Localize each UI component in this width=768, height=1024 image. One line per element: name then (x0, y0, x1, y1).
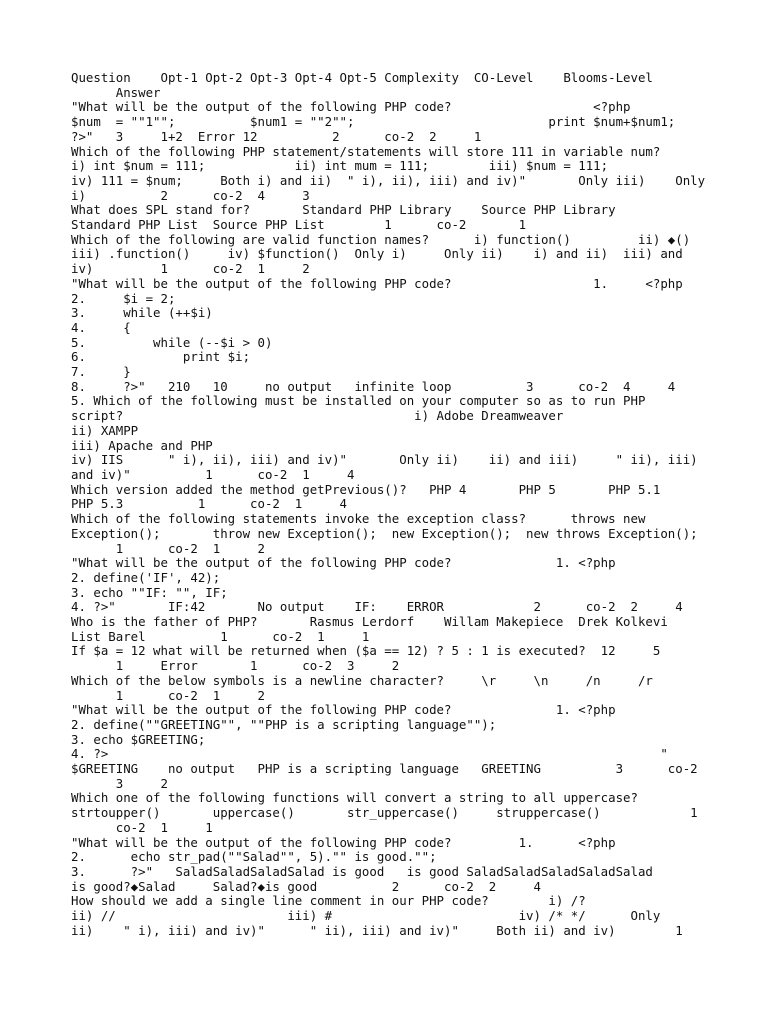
text-line: Which of the following are valid function names? i) function() ii) ◆() (71, 231, 691, 247)
text-line: Which of the following statements invoke the exception class? throws new (71, 511, 646, 527)
text-line: iv) IIS " i), ii), iii) and iv)" Only ii) ii) and iii) " ii), iii) (71, 452, 698, 468)
text-line: iii) .function() iv) $function() Only i) Only ii) i) and ii) iii) and (71, 246, 683, 262)
text-line: 2. echo str_pad(""Salad"", 5)."" is good.""; (71, 849, 437, 865)
text-line: strtoupper() uppercase() str_uppercase() struppercase() 1 (71, 805, 698, 821)
text-line: Standard PHP List Source PHP List 1 co-2 1 (71, 217, 527, 233)
text-line: 1 co-2 1 2 (71, 687, 265, 703)
text-line: script? i) Adobe Dreamweaver (71, 408, 564, 424)
text-line: ii) " i), iii) and iv)" " ii), iii) and iv)" Both ii) and iv) 1 (71, 922, 683, 938)
text-line: $GREETING no output PHP is a scripting language GREETING 3 co-2 (71, 761, 698, 777)
text-line: i) 2 co-2 4 3 (71, 187, 310, 203)
text-line: If $a = 12 what will be returned when ($a == 12) ? 5 : 1 is executed? 12 5 (71, 643, 661, 659)
text-line: ii) XAMPP (71, 422, 139, 438)
text-line: 4. ?>" IF:42 No output IF: ERROR 2 co-2 2 4 (71, 599, 683, 615)
text-line: 3. while (++$i) (71, 305, 213, 321)
text-line: List Barel 1 co-2 1 1 (71, 628, 370, 644)
text-line: iv) 1 co-2 1 2 (71, 261, 310, 277)
text-line: 4. { (71, 319, 131, 335)
text-line: "What will be the output of the following PHP code? 1. <?php (71, 834, 616, 850)
text-line: iii) Apache and PHP (71, 437, 213, 453)
text-line: PHP 5.3 1 co-2 1 4 (71, 496, 348, 512)
document-text (71, 71, 711, 938)
text-line: 6. print $i; (71, 349, 251, 365)
text-line: 8. ?>" 210 10 no output infinite loop 3 co-2 4 4 (71, 378, 676, 394)
text-line: is good?◆Salad Salad?◆is good 2 co-2 2 4 (71, 878, 541, 894)
text-line: 7. } (71, 364, 131, 380)
text-line: ?>" 3 1+2 Error 12 2 co-2 2 1 (71, 128, 482, 144)
text-line: "What will be the output of the following PHP code? 1. <?php (71, 555, 616, 571)
text-line: What does SPL stand for? Standard PHP Library Source PHP Library (71, 202, 616, 218)
text-line: Which one of the following functions will convert a string to all uppercase? (71, 790, 638, 806)
text-line: 3 2 (71, 775, 168, 791)
text-line: 3. echo $GREETING; (71, 731, 206, 747)
text-line: Question Opt-1 Opt-2 Opt-3 Opt-4 Opt-5 Complexity CO-Level Blooms-Level (71, 71, 653, 85)
text-line: 2. $i = 2; (71, 290, 176, 306)
text-line: i) int $num = 111; ii) int mum = 111; iii) $num = 111; (71, 158, 609, 174)
text-line: $num = ""1""; $num1 = ""2""; print $num+$num1; (71, 114, 676, 130)
text-line: and iv)" 1 co-2 1 4 (71, 466, 355, 482)
text-line: co-2 1 1 (71, 819, 213, 835)
text-line: How should we add a single line comment in our PHP code? i) /? (71, 893, 586, 909)
text-line: ii) // iii) # iv) /* */ Only (71, 908, 661, 924)
text-line: 2. define(""GREETING"", ""PHP is a scripting language""); (71, 716, 497, 732)
text-line: 4. ?> " (71, 746, 668, 762)
text-line: "What will be the output of the following PHP code? 1. <?php (71, 702, 616, 718)
text-line: Which of the below symbols is a newline character? \r \n /n /r (71, 672, 653, 688)
text-line: "What will be the output of the following PHP code? <?php (71, 99, 631, 115)
text-line: Exception(); throw new Exception(); new Exception(); new throws Exception(); (71, 525, 698, 541)
text-line: "What will be the output of the following PHP code? 1. <?php (71, 275, 683, 291)
text-line: Who is the father of PHP? Rasmus Lerdorf Willam Makepiece Drek Kolkevi (71, 614, 668, 630)
text-line: Answer (71, 84, 161, 100)
text-line: Which of the following PHP statement/statements will store 111 in variable num? (71, 143, 661, 159)
text-line: 3. echo ""IF: "", IF; (71, 584, 228, 600)
text-line: 1 Error 1 co-2 3 2 (71, 658, 400, 674)
text-line: iv) 111 = $num; Both i) and ii) " i), ii), iii) and iv)" Only iii) Only (71, 172, 706, 188)
text-line: 3. ?>" SaladSaladSaladSalad is good is good SaladSaladSaladSaladSalad (71, 863, 653, 879)
text-line: 1 co-2 1 2 (71, 540, 265, 556)
text-line: 2. define('IF', 42); (71, 569, 221, 585)
text-line: 5. Which of the following must be installed on your computer so as to run PHP (71, 393, 646, 409)
text-line: Which version added the method getPrevious()? PHP 4 PHP 5 PHP 5.1 (71, 481, 661, 497)
text-line: 5. while (--$i > 0) (71, 334, 273, 350)
